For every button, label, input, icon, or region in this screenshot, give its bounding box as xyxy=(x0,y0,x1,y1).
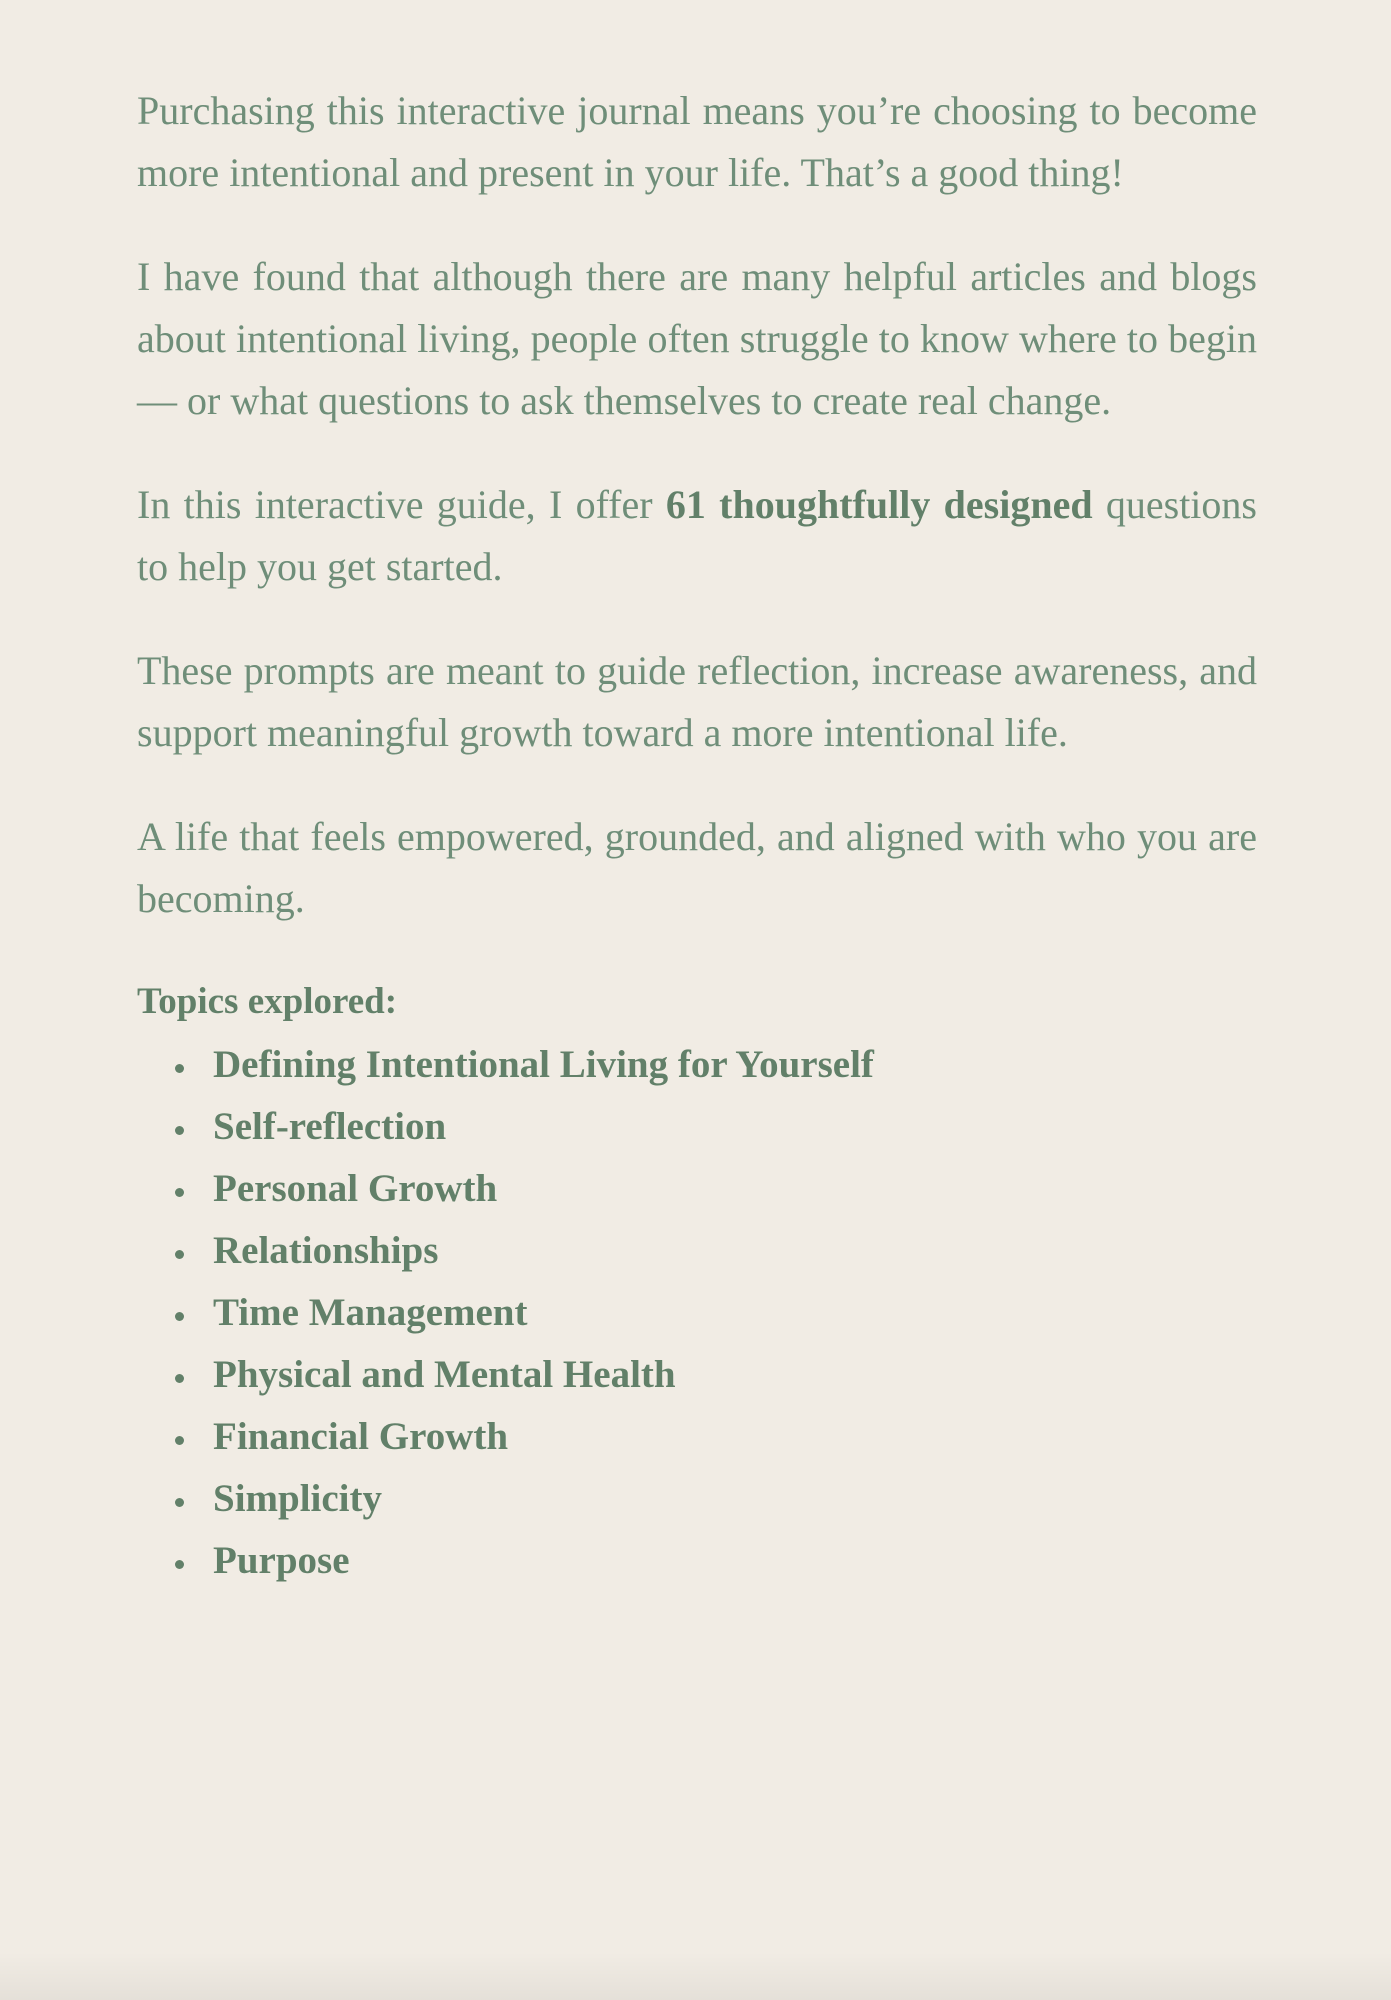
paragraph xyxy=(137,80,1257,204)
paragraph xyxy=(137,474,1257,598)
topic-item: • Personal Growth xyxy=(199,1158,1257,1220)
topic-item: • Financial Growth xyxy=(199,1406,1257,1468)
topic-item: • Simplicity xyxy=(199,1468,1257,1530)
paragraph xyxy=(137,806,1257,930)
page-bottom-shadow xyxy=(0,1952,1391,2000)
topics-heading: Topics explored: xyxy=(137,981,398,1022)
topic-item: • Time Management xyxy=(199,1282,1257,1344)
body-text: I have found that although there are many helpful articles and blogs about intentional living, people often struggle to know where to begin — or what questions to ask themselves to create real change. xyxy=(137,254,1257,423)
paragraph xyxy=(137,246,1257,432)
topic-item: • Self-reflection xyxy=(199,1096,1257,1158)
paragraph xyxy=(137,640,1257,764)
emphasis-text: 61 thoughtfully designed xyxy=(665,482,1093,527)
body-text: Purchasing this interactive journal means you’re choosing to become more intentional and present in your life. That’s a good thing! xyxy=(137,88,1257,195)
body-text: These prompts are meant to guide reflection, increase awareness, and support meaningful growth toward a more intentional life. xyxy=(137,648,1257,755)
topic-item: • Physical and Mental Health xyxy=(199,1344,1257,1406)
intro-paragraphs xyxy=(137,80,1257,930)
topic-item: • Relationships xyxy=(199,1220,1257,1282)
body-text: In this interactive guide, I offer xyxy=(137,482,666,527)
body-text: questions to help you get started. xyxy=(137,482,1257,589)
topic-item: • Defining Intentional Living for Yourself xyxy=(199,1034,1257,1096)
topics-list xyxy=(137,1034,1257,1592)
topic-item: • Purpose xyxy=(199,1530,1257,1592)
body-text: A life that feels empowered, grounded, and aligned with who you are becoming. xyxy=(137,814,1257,921)
